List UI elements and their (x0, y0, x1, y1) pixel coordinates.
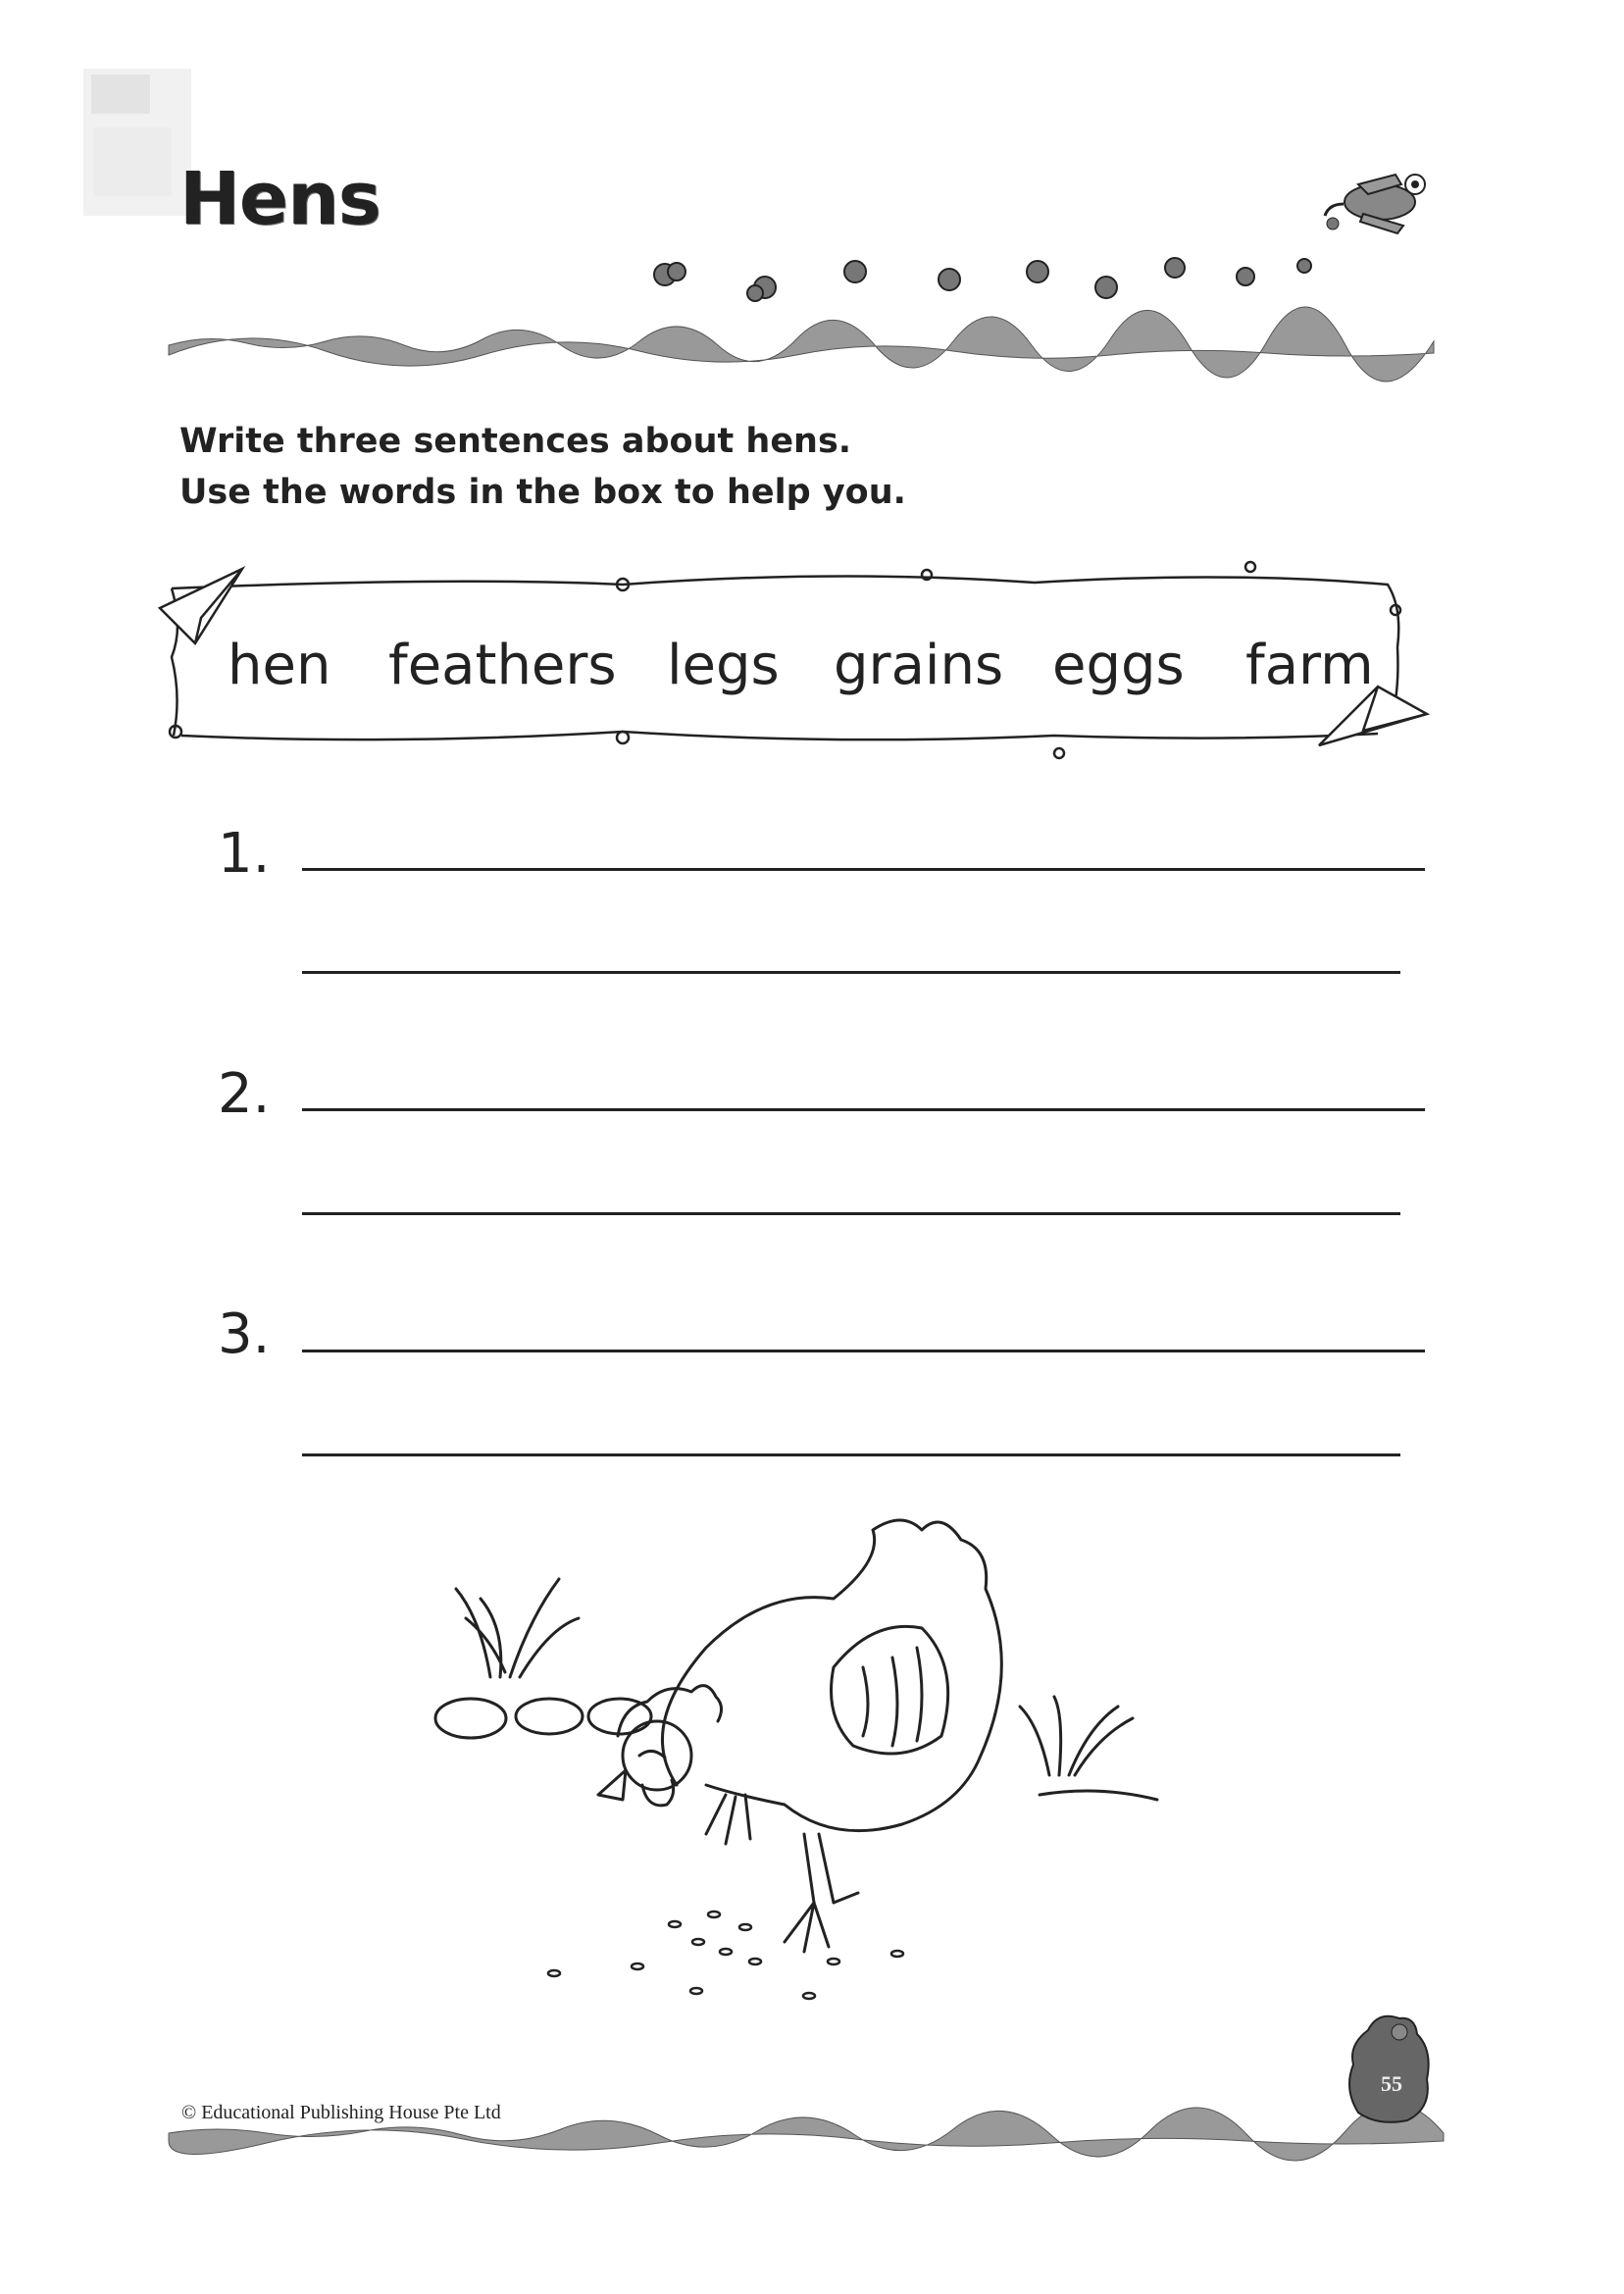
item-number-3: 3. (218, 1302, 271, 1366)
answer-line[interactable] (302, 1212, 1400, 1215)
answer-line[interactable] (302, 1350, 1425, 1352)
instruction-line-2: Use the words in the box to help you. (179, 473, 906, 512)
page-number: 55 (1381, 2071, 1402, 2096)
word-feathers: feathers (388, 634, 617, 697)
instruction-line-1: Write three sentences about hens. (179, 422, 852, 461)
top-border-decoration (169, 331, 1434, 361)
page-title: Hens (179, 157, 381, 241)
airplane-icon (1319, 165, 1432, 243)
word-grains: grains (834, 634, 1004, 697)
word-legs: legs (667, 634, 780, 697)
scan-noise (83, 69, 191, 216)
answer-line[interactable] (302, 1453, 1400, 1456)
item-number-2: 2. (218, 1062, 271, 1126)
item-number-1: 1. (218, 822, 271, 886)
answer-line[interactable] (302, 1108, 1425, 1111)
bottom-border-decoration (169, 2123, 1444, 2147)
answer-line[interactable] (302, 971, 1400, 974)
copyright-text: © Educational Publishing House Pte Ltd (181, 2102, 501, 2123)
page-number-mascot-icon (1339, 2011, 1437, 2128)
word-farm: farm (1245, 634, 1374, 697)
word-hen: hen (228, 634, 331, 697)
word-eggs: eggs (1052, 634, 1185, 697)
hen-illustration (412, 1471, 1216, 2011)
answer-line[interactable] (302, 868, 1425, 871)
paper-plane-left-icon (160, 569, 242, 643)
smoke-trail-decoration (637, 250, 1324, 319)
